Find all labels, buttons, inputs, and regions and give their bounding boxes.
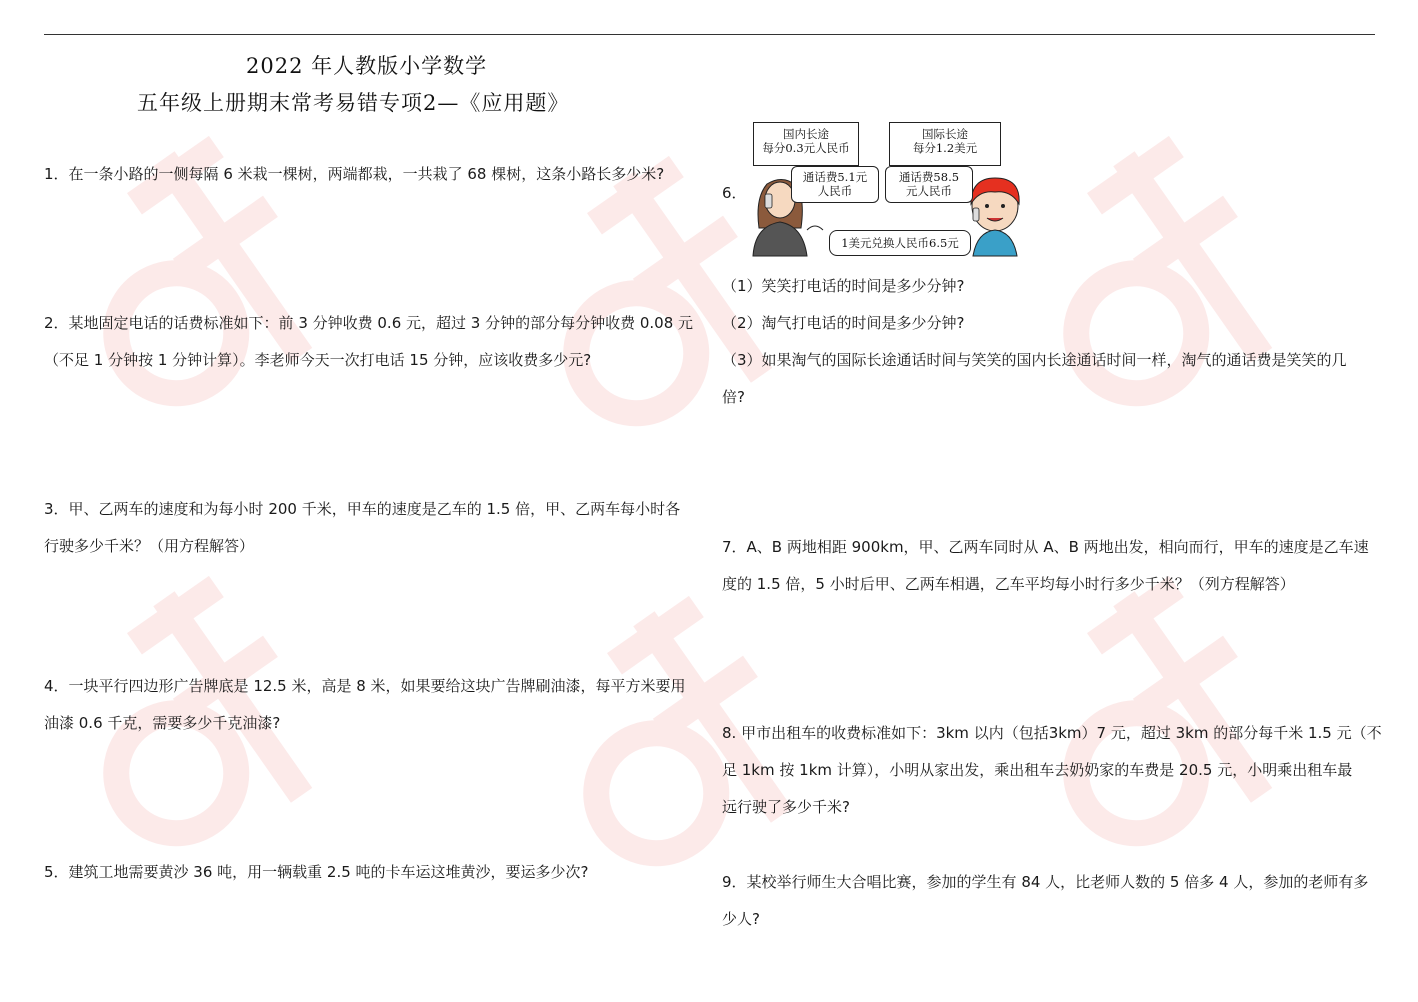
question-8-line-2: 足 1km 按 1km 计算），小明从家出发，乘出租车去奶奶家的车费是 20.5 元，小明乘出租车最 [722, 761, 1353, 779]
question-9-line-2: 少人? [722, 910, 760, 928]
exchange-rate-bubble [829, 230, 971, 256]
question-2-line-1: 2．某地固定电话的话费标准如下：前 3 分钟收费 0.6 元，超过 3 分钟的部分每分钟收费 0.08 元 [44, 314, 694, 332]
girl-speech-line-2: 人民币 [817, 184, 853, 198]
exchange-rate-text: 1美元兑换人民币6.5元 [841, 236, 959, 250]
question-7-line-2: 度的 1.5 倍，5 小时后甲、乙两车相遇，乙车平均每小时行多少千米？（列方程解答） [722, 575, 1295, 593]
boy-speech-line-1: 通话费58.5 [898, 170, 960, 184]
question-3-line-2: 行驶多少千米？（用方程解答） [44, 537, 255, 555]
question-9-line-1: 9．某校举行师生大合唱比赛，参加的学生有 84 人，比老师人数的 5 倍多 4 人，参加的老师有多 [722, 873, 1369, 891]
question-4 [44, 668, 686, 742]
boy-speech-bubble [885, 166, 973, 203]
question-6-sub-3-line-1: （3）如果淘气的国际长途通话时间与笑笑的国内长途通话时间一样，淘气的通话费是笑笑的几 [722, 351, 1347, 369]
question-5 [44, 854, 589, 891]
international-rate-value: 每分1.2美元 [912, 141, 978, 155]
international-rate-title: 国际长途 [922, 127, 968, 141]
question-4-line-2: 油漆 0.6 千克，需要多少千克油漆? [44, 714, 281, 732]
question-3 [44, 491, 680, 565]
header-rule [44, 34, 1375, 35]
question-6-sub-1: （1）笑笑打电话的时间是多少分钟? [722, 277, 965, 295]
domestic-rate-title: 国内长途 [783, 127, 829, 141]
question-6-number [722, 175, 747, 212]
question-5-text: 5．建筑工地需要黄沙 36 吨，用一辆载重 2.5 吨的卡车运这堆黄沙，要运多少次? [44, 863, 589, 881]
question-6-sub-2: （2）淘气打电话的时间是多少分钟? [722, 314, 965, 332]
question-2 [44, 305, 693, 379]
question-1-text: 1．在一条小路的一侧每隔 6 米栽一棵树，两端都栽，一共栽了 68 棵树，这条小路长多少米? [44, 165, 665, 183]
question-7-line-1: 7．A、B 两地相距 900km，甲、乙两车同时从 A、B 两地出发，相向而行，甲车的速度是乙车速 [722, 538, 1369, 556]
girl-speech-line-1: 通话费5.1元 [802, 170, 868, 184]
title-line-2: 五年级上册期末常考易错专项2—《应用题》 [137, 91, 570, 115]
question-8-line-3: 远行驶了多少千米? [722, 798, 850, 816]
question-8 [722, 715, 1382, 826]
boy-speech-line-2: 元人民币 [906, 184, 952, 198]
question-3-line-1: 3．甲、乙两车的速度和为每小时 200 千米，甲车的速度是乙车的 1.5 倍，甲、乙两车每小时各 [44, 500, 681, 518]
question-6-sub-3-line-2: 倍? [722, 388, 745, 406]
question-9 [722, 864, 1368, 938]
question-4-line-1: 4．一块平行四边形广告牌底是 12.5 米，高是 8 米，如果要给这块广告牌刷油漆，每平方米要用 [44, 677, 686, 695]
question-8-line-1: 8. 甲市出租车的收费标准如下：3km 以内（包括3km）7 元，超过 3km 的部分每千米 1.5 元（不 [722, 724, 1382, 742]
domestic-rate-value: 每分0.3元人民币 [762, 141, 850, 155]
question-6-number-text: 6． [722, 184, 747, 202]
domestic-rate-sign [753, 122, 859, 166]
question-7 [722, 529, 1369, 603]
question-1 [44, 156, 664, 193]
title-line-1: 2022 年人教版小学数学 [246, 54, 488, 78]
question-6-subquestions [722, 268, 1347, 416]
question-2-line-2: （不足 1 分钟按 1 分钟计算）。李老师今天一次打电话 15 分钟，应该收费多少元? [44, 351, 592, 369]
phone-call-illustration [745, 118, 1035, 268]
international-rate-sign [889, 122, 1001, 166]
boy-figure [971, 178, 1019, 256]
girl-speech-bubble [791, 166, 879, 203]
